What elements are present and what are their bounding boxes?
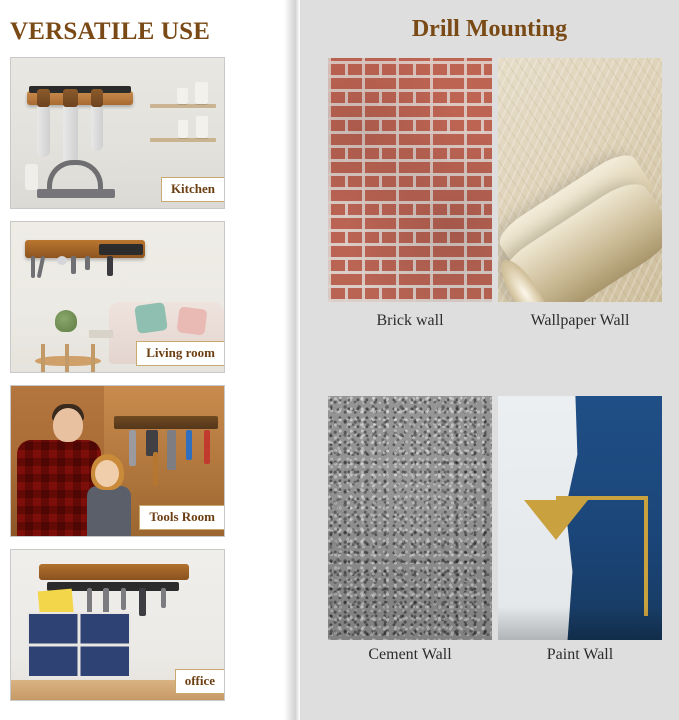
scene-card-kitchen: [10, 57, 225, 209]
badge-kitchen: Kitchen: [161, 177, 224, 202]
hammer-handle: [153, 452, 158, 486]
badge-office: office: [175, 669, 224, 694]
pliers-icon: [129, 430, 136, 466]
child-figure: [87, 486, 131, 536]
tool-icon: [107, 256, 113, 276]
kitchen-bottle-1: [195, 82, 208, 104]
living-room-magnet-strip: [99, 244, 143, 255]
panel-divider: [284, 0, 300, 720]
tools-room-magnetic-holder: [114, 416, 218, 429]
scissors-icon: [31, 256, 35, 278]
screwdriver-icon: [204, 430, 210, 464]
hook-icon: [57, 256, 67, 265]
lamp-shade: [524, 500, 588, 540]
tool-icon: [85, 256, 90, 270]
scene-card-tools-room: [10, 385, 225, 537]
table-leg: [65, 344, 69, 372]
tool-icon: [71, 256, 76, 274]
surface-tile-wallpaper-wall: [498, 58, 662, 302]
drill-mounting-title: Drill Mounting: [411, 16, 568, 42]
surface-tile-brick-wall: [328, 58, 492, 302]
caption-cement-wall: Cement Wall: [368, 646, 452, 663]
living-room-pillow-green: [134, 302, 168, 334]
office-monitor: [27, 612, 131, 678]
drill-mounting-panel: [300, 0, 679, 720]
kitchen-shelf-lower: [150, 138, 216, 142]
adult-head: [53, 408, 83, 442]
living-room-books: [89, 330, 113, 338]
tool-icon: [87, 588, 92, 614]
scene-card-office: [10, 549, 225, 701]
surface-tile-cement-wall: [328, 396, 492, 640]
wrench-icon: [167, 430, 176, 470]
kitchen-faucet-base: [37, 189, 115, 198]
kitchen-knife-1: [37, 105, 50, 157]
kitchen-shelf-upper: [150, 104, 216, 108]
knife-handle: [91, 89, 103, 107]
screwdriver-icon: [186, 430, 192, 460]
kitchen-knife-3: [91, 105, 103, 151]
caption-wallpaper-wall: Wallpaper Wall: [530, 312, 630, 329]
caption-paint-wall: Paint Wall: [546, 646, 614, 663]
kitchen-bottle-4: [178, 120, 188, 138]
knife-handle: [37, 89, 50, 107]
kitchen-knife-2: [63, 105, 78, 167]
scene-card-living-room: [10, 221, 225, 373]
paint-wall-shadow: [498, 606, 662, 640]
child-head: [95, 460, 119, 487]
knife-handle: [63, 89, 78, 107]
office-magnetic-holder: [39, 564, 189, 580]
living-room-pillow-pink: [177, 306, 208, 335]
kitchen-bottle-3: [196, 116, 208, 138]
tool-icon: [121, 588, 126, 610]
tool-icon: [161, 588, 166, 608]
versatile-use-title: VERSATILE USE: [10, 18, 211, 45]
table-leg: [41, 344, 45, 372]
kitchen-soap-dispenser: [25, 164, 38, 190]
badge-tools-room: Tools Room: [139, 505, 224, 530]
tool-icon: [139, 588, 146, 616]
cement-shading: [328, 396, 492, 640]
lamp-pole: [644, 496, 648, 616]
living-room-plant: [55, 310, 77, 332]
caption-brick-wall: Brick wall: [376, 312, 444, 329]
brick-shading: [328, 58, 492, 302]
badge-living-room: Living room: [136, 341, 224, 366]
surface-tile-paint-wall: [498, 396, 662, 640]
table-leg: [91, 344, 95, 372]
kitchen-bottle-2: [177, 88, 188, 104]
versatile-use-panel: [0, 0, 284, 720]
